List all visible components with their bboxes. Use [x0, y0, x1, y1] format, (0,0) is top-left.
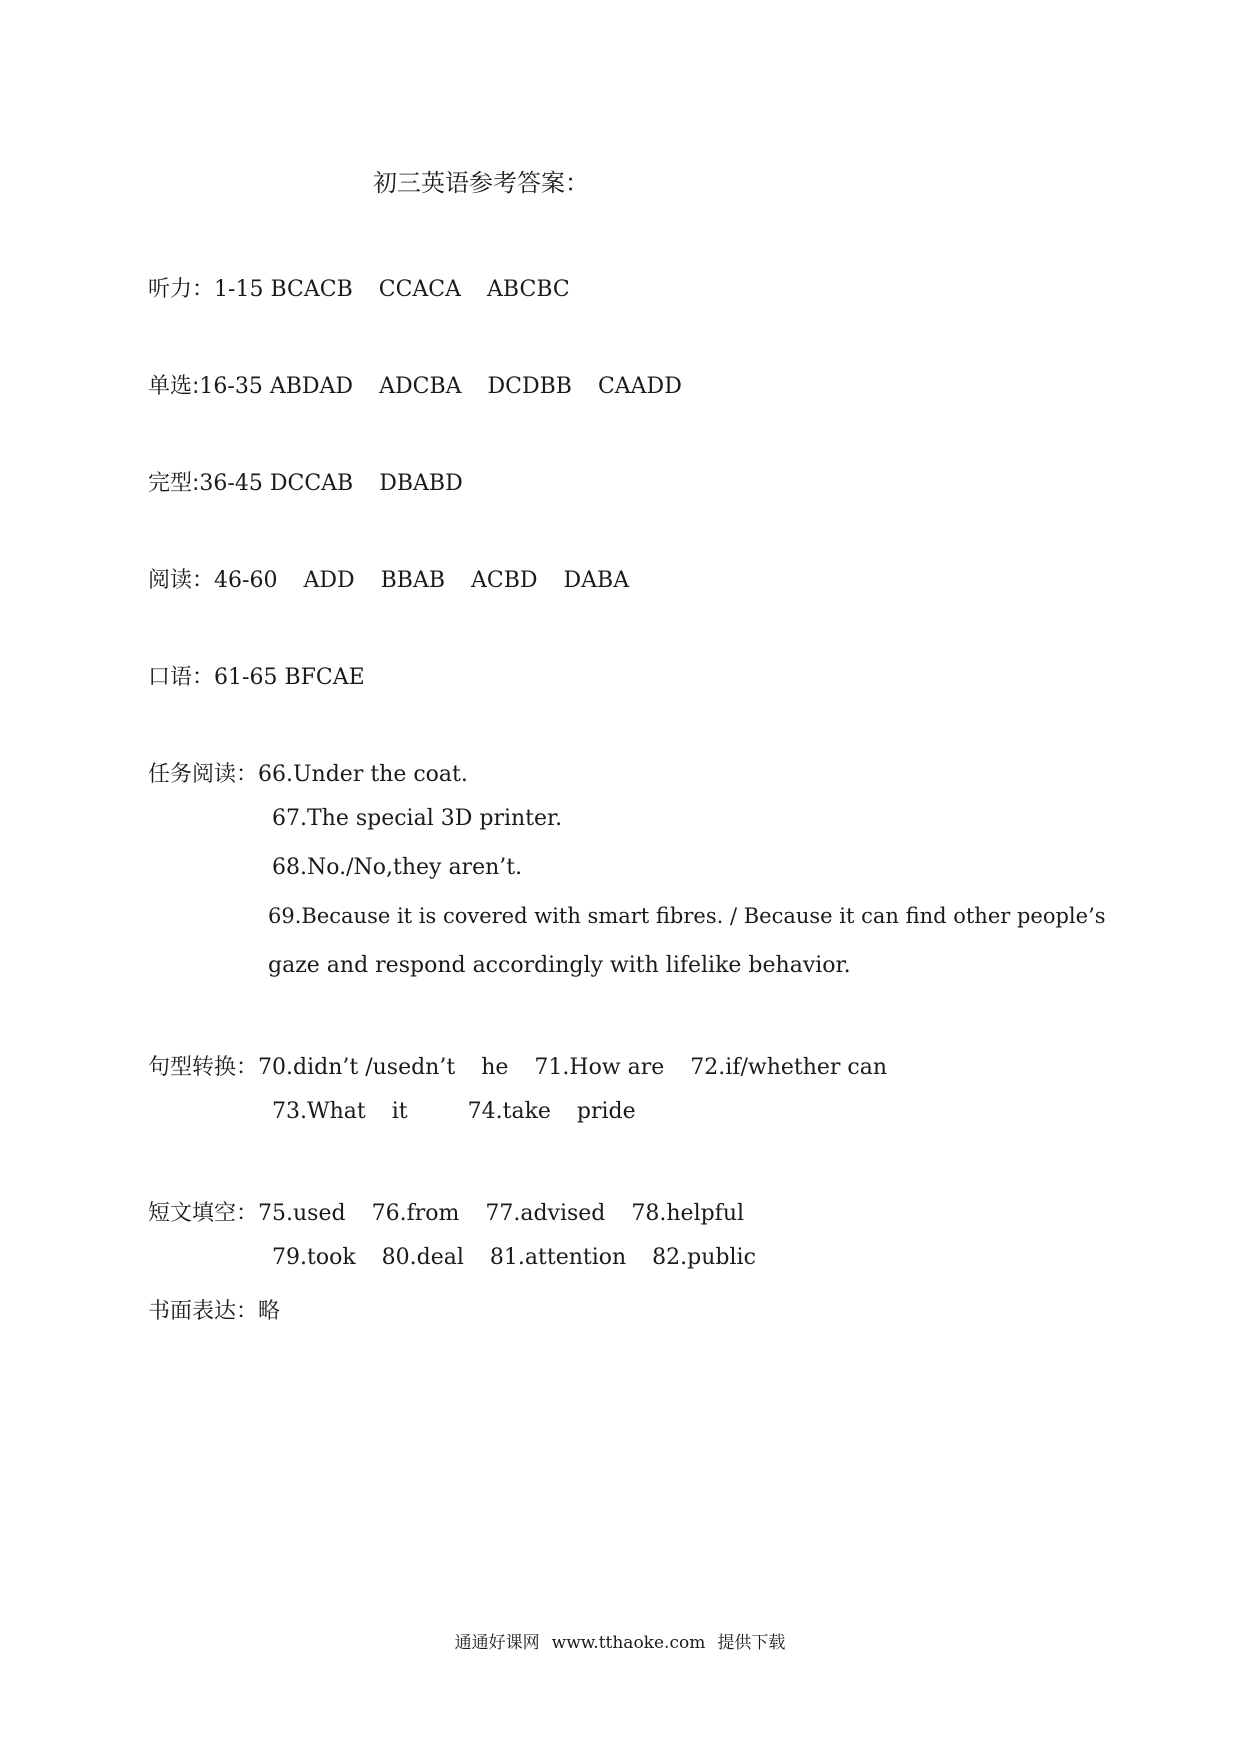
answer-74-b: pride [576, 1099, 636, 1124]
task-reading-row [148, 757, 468, 788]
sentence-transform-row-1 [148, 1050, 887, 1081]
reading-range: 46-60 [214, 568, 278, 593]
answer-73: 73.What [272, 1099, 366, 1124]
reading-row [148, 563, 629, 594]
answer-73-b: it [391, 1099, 408, 1124]
listening-range: 1-15 [214, 277, 264, 302]
single-choice-row [148, 369, 682, 400]
listening-group-1: BCACB [270, 277, 353, 302]
answer-82: 82.public [652, 1245, 756, 1270]
passage-fill-row-2 [272, 1245, 756, 1270]
sentence-transform-label: 句型转换： [148, 1055, 259, 1080]
listening-row [148, 272, 570, 303]
writing-label: 书面表达： [148, 1299, 259, 1324]
page-title: 初三英语参考答案： [373, 169, 589, 197]
answer-77: 77.advised [485, 1201, 606, 1226]
writing-value: 略 [258, 1299, 281, 1324]
answer-80: 80.deal [381, 1245, 464, 1270]
answer-79: 79.took [272, 1245, 356, 1270]
cloze-group-2: DBABD [379, 471, 463, 496]
listening-group-2: CCACA [378, 277, 462, 302]
single-choice-group-2: ADCBA [379, 374, 462, 399]
answer-71: 71.How are [534, 1055, 665, 1080]
single-choice-group-1: ABDAD [269, 374, 354, 399]
answer-75: 75.used [258, 1201, 346, 1226]
reading-group-4: DABA [563, 568, 630, 593]
listening-label: 听力： [148, 277, 215, 302]
reading-label: 阅读： [148, 568, 215, 593]
listening-group-3: ABCBC [487, 277, 570, 302]
answer-68: 68.No./No,they aren’t. [272, 855, 523, 880]
cloze-label: 完型: [148, 471, 200, 496]
single-choice-group-3: DCDBB [487, 374, 572, 399]
oral-range: 61-65 [214, 665, 278, 690]
answer-76: 76.from [371, 1201, 460, 1226]
single-choice-group-4: CAADD [597, 374, 682, 399]
answer-70: 70.didn’t /usedn’t [258, 1055, 456, 1080]
sentence-transform-row-2 [272, 1099, 636, 1124]
oral-row [148, 660, 365, 691]
writing-row [148, 1294, 280, 1325]
oral-label: 口语： [148, 665, 215, 690]
answer-74: 74.take [467, 1099, 551, 1124]
cloze-row [148, 466, 463, 497]
answer-69-line-1: 69.Because it is covered with smart fibres. / Because it can find other people’s [268, 904, 1106, 928]
answer-66: 66.Under the coat. [258, 762, 468, 787]
passage-fill-label: 短文填空： [148, 1201, 259, 1226]
reading-group-3: ACBD [471, 568, 538, 593]
answer-69-line-2: gaze and respond accordingly with lifelike behavior. [268, 953, 851, 978]
footer-url: www.tthaoke.com [551, 1633, 706, 1653]
footer [0, 1628, 1240, 1653]
single-choice-label: 单选: [148, 374, 200, 399]
reading-group-1: ADD [303, 568, 355, 593]
answer-81: 81.attention [489, 1245, 627, 1270]
single-choice-range: 16-35 [199, 374, 263, 399]
cloze-group-1: DCCAB [269, 471, 354, 496]
answer-78: 78.helpful [631, 1201, 745, 1226]
oral-group-1: BFCAE [284, 665, 365, 690]
passage-fill-row-1 [148, 1196, 744, 1227]
answer-67: 67.The special 3D printer. [272, 806, 563, 831]
cloze-range: 36-45 [199, 471, 263, 496]
footer-suffix: 提供下载 [717, 1633, 786, 1653]
reading-group-2: BBAB [380, 568, 445, 593]
footer-site-name: 通通好课网 [454, 1633, 540, 1653]
answer-72: 72.if/whether can [690, 1055, 888, 1080]
answer-70-b: he [481, 1055, 509, 1080]
task-reading-label: 任务阅读： [148, 762, 259, 787]
